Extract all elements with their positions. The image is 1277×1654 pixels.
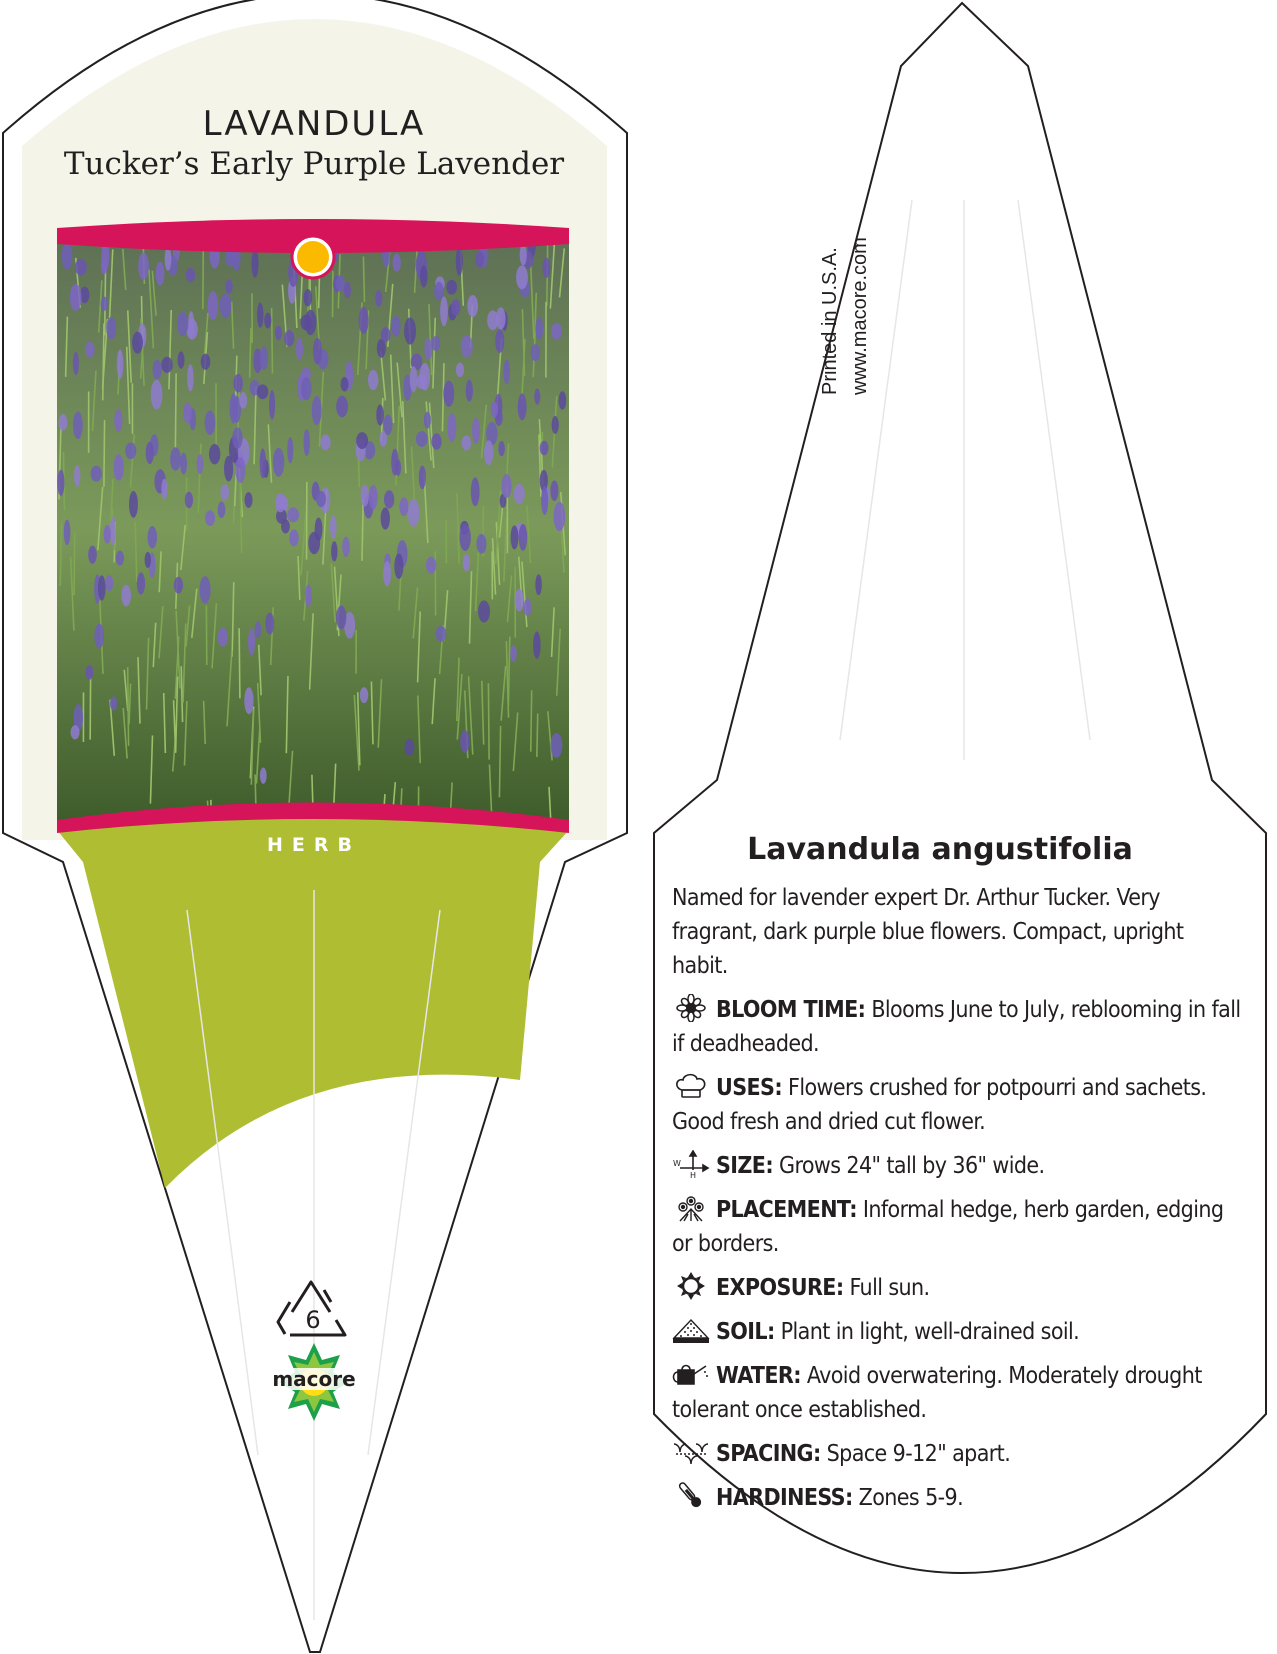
flower-icon	[672, 994, 710, 1022]
size-arrows-icon	[672, 1150, 710, 1178]
brand-wordmark: macore	[272, 1367, 356, 1391]
lavender-photo	[57, 228, 569, 887]
flower-cluster-icon	[672, 1194, 710, 1222]
attribute-item	[672, 993, 1242, 1061]
attribute-label: SIZE:	[716, 1153, 774, 1179]
attribute-text: Space 9-12" apart.	[826, 1441, 1011, 1467]
attribute-item	[672, 1437, 1242, 1471]
care-info	[660, 832, 1250, 1525]
attribute-label: WATER:	[716, 1363, 801, 1389]
watering-can-icon	[672, 1360, 710, 1388]
attribute-item	[672, 1481, 1242, 1515]
thermometer-icon	[672, 1482, 710, 1510]
chef-hat-icon	[672, 1072, 710, 1100]
attribute-text: Flowers crushed for potpourri and sachets. Good fresh and dried cut flower.	[672, 1075, 1207, 1135]
svg-text:H: H	[690, 1171, 696, 1178]
attribute-text: Avoid overwatering. Moderately drought tolerant once established.	[672, 1363, 1202, 1423]
attribute-text: Grows 24" tall by 36" wide.	[779, 1153, 1045, 1179]
recycle-number: 6	[305, 1306, 321, 1334]
attribute-text: Informal hedge, herb garden, edging or borders.	[672, 1197, 1224, 1257]
genus-title: LAVANDULA	[202, 104, 426, 144]
description: Named for lavender expert Dr. Arthur Tucker. Very fragrant, dark purple blue flowers. Compact, upright habit.	[672, 885, 1184, 979]
attribute-item	[672, 1271, 1242, 1305]
attribute-item	[672, 1149, 1242, 1183]
attribute-label: BLOOM TIME:	[716, 997, 866, 1023]
soil-icon	[672, 1316, 710, 1344]
sun-icon	[672, 1272, 710, 1300]
attribute-label: SPACING:	[716, 1441, 821, 1467]
attribute-item	[672, 1071, 1242, 1139]
attribute-label: SOIL:	[716, 1319, 775, 1345]
attribute-text: Zones 5-9.	[858, 1485, 964, 1511]
attribute-list	[660, 993, 1250, 1515]
attribute-label: PLACEMENT:	[716, 1197, 857, 1223]
website-text: www.macore.com	[849, 237, 871, 395]
svg-text:W: W	[673, 1159, 681, 1168]
attribute-item	[672, 1193, 1242, 1261]
attribute-label: USES:	[716, 1075, 783, 1101]
attribute-label: EXPOSURE:	[716, 1275, 844, 1301]
attribute-text: Blooms June to July, reblooming in fall if deadheaded.	[672, 997, 1241, 1057]
category-label: HERB	[267, 834, 361, 856]
printed-in-text: Printed in U.S.A.	[819, 247, 841, 395]
attribute-text: Plant in light, well-drained soil.	[780, 1319, 1080, 1345]
attribute-text: Full sun.	[849, 1275, 930, 1301]
attribute-item	[672, 1359, 1242, 1427]
attribute-item	[672, 1315, 1242, 1349]
printed-info	[810, 195, 871, 395]
common-name: Tucker’s Early Purple Lavender	[63, 146, 565, 182]
spacing-icon	[672, 1438, 710, 1466]
attribute-label: HARDINESS:	[716, 1485, 853, 1511]
latin-name: Lavandula angustifolia	[747, 832, 1133, 867]
